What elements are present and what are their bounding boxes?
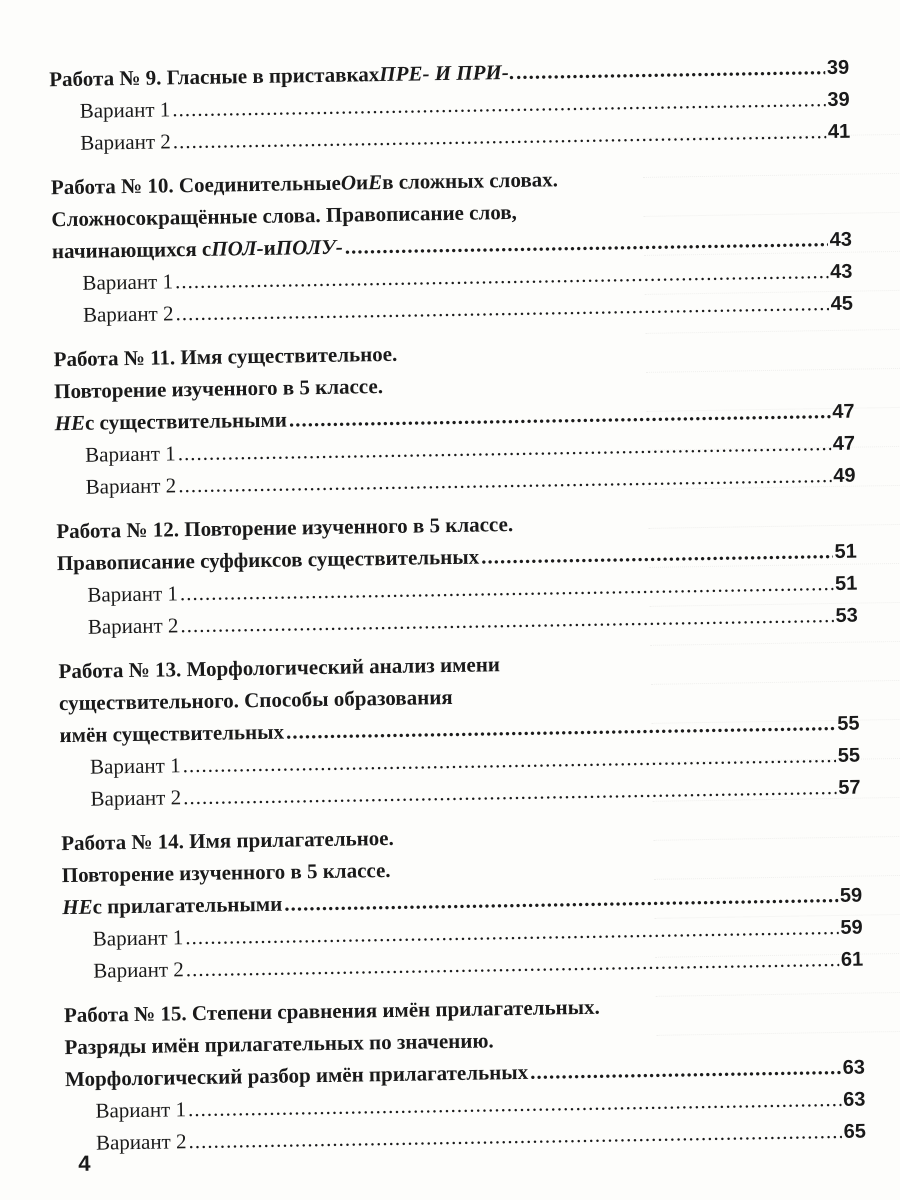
toc-title-text: имён существительных: [59, 719, 285, 748]
toc-page-number: 63: [842, 1088, 866, 1111]
toc-variant-label: Вариант 2: [87, 613, 179, 639]
toc-title-text: Работа № 13. Морфологический анализ имени: [58, 652, 501, 684]
toc-page-number: 39: [826, 56, 850, 80]
toc-page-number: 61: [840, 948, 864, 971]
toc-variant-label: Вариант 2: [95, 1129, 187, 1155]
dot-leader: [516, 51, 825, 88]
toc-title-text: Сложносокращённые слова. Правописание слов,: [51, 199, 518, 232]
toc-page-number: 63: [842, 1056, 866, 1079]
toc-variant-label: Вариант 1: [92, 925, 184, 951]
toc-entry-work-10: [51, 159, 853, 332]
toc-title-text: Работа № 12. Повторение изученного в 5 классе.: [56, 512, 514, 544]
toc-page-number: 49: [833, 464, 856, 487]
toc-entry-work-12: [56, 503, 858, 644]
toc-entry-work-14: [61, 815, 863, 988]
toc-page-number: 55: [837, 712, 860, 735]
toc-title-text: Повторение изученного в 5 классе.: [53, 374, 384, 404]
toc-keyword: Е: [367, 170, 383, 195]
toc-variant-label: Вариант 1: [79, 97, 171, 123]
toc-keyword: ПРЕ- И ПРИ-: [379, 60, 509, 87]
toc-title-text: Работа № 15. Степени сравнения имён прилагательных.: [63, 994, 600, 1028]
toc-title-text: в сложных словах.: [381, 167, 559, 195]
toc-variant-label: Вариант 1: [95, 1097, 187, 1123]
toc-title-text: и: [355, 170, 369, 195]
toc-entry-work-9: [49, 51, 850, 160]
toc-variant-label: Вариант 1: [87, 581, 179, 607]
toc-page-number: 55: [837, 744, 861, 767]
toc-page-number: 53: [835, 604, 858, 627]
toc-variant-label: Вариант 1: [82, 269, 174, 295]
toc-page-number: 47: [832, 400, 855, 423]
toc-title-tail: .: [508, 59, 515, 85]
toc-title-text: начинающихся с: [51, 236, 212, 264]
toc-page-number: 59: [839, 884, 863, 907]
toc-title-text: Правописание суффиксов существительных: [56, 544, 480, 576]
toc-keyword: НЕ: [54, 410, 86, 436]
toc-variant-label: Вариант 1: [89, 753, 181, 779]
toc-variant-label: Вариант 2: [90, 785, 182, 811]
toc-entry-work-15: [64, 987, 866, 1160]
toc-page-number: 57: [838, 776, 861, 799]
toc-keyword: ПОЛУ-: [275, 234, 343, 260]
toc-page-number: 59: [840, 916, 863, 939]
toc-title-text: существительного. Способы образования: [58, 684, 453, 716]
toc-page-number: 45: [830, 292, 854, 315]
toc-keyword: О: [340, 170, 357, 195]
toc-variant-label: Вариант 2: [85, 473, 177, 499]
toc-keyword: НЕ: [62, 894, 93, 920]
toc-title-text: Работа № 9. Гласные в приставках: [49, 62, 380, 92]
toc-variant-label: Вариант 2: [93, 957, 184, 983]
toc-page-number: 51: [834, 540, 857, 563]
toc-title-text: Работа № 14. Имя прилагательное.: [61, 825, 394, 856]
toc-entry-work-13: [58, 643, 860, 816]
toc-title-text: с прилагательными: [92, 891, 283, 919]
dot-leader: [530, 1051, 841, 1088]
toc-title-text: Разряды имён прилагательных по значению.: [64, 1028, 494, 1060]
toc-page-number: 51: [834, 572, 858, 595]
toc-title-text: с существительными: [84, 407, 288, 435]
toc-title-text: Повторение изученного в 5 классе.: [61, 857, 391, 888]
toc-page-number: 43: [829, 260, 853, 283]
toc-page-number: 47: [832, 432, 856, 455]
toc-entry-work-11: [53, 331, 855, 504]
toc-page-number: 41: [827, 120, 851, 144]
toc-variant-label: Вариант 2: [82, 301, 174, 327]
toc-variant-label: Вариант 1: [84, 441, 176, 467]
toc-page-number: 43: [829, 228, 853, 251]
toc-page-number: 39: [827, 88, 850, 112]
toc-title-text: Работа № 11. Имя существительное.: [53, 341, 398, 372]
toc-title-text: Работа № 10. Соединительные: [50, 170, 342, 200]
page-number-footer: 4: [78, 1150, 91, 1176]
table-of-contents: [49, 51, 866, 1171]
toc-title-text: и: [263, 235, 276, 260]
toc-page-number: 65: [843, 1120, 867, 1143]
toc-keyword: ПОЛ-: [211, 235, 264, 261]
toc-variant-label: Вариант 2: [80, 129, 171, 155]
toc-title-text: Морфологический разбор имён прилагательных: [64, 1059, 529, 1092]
